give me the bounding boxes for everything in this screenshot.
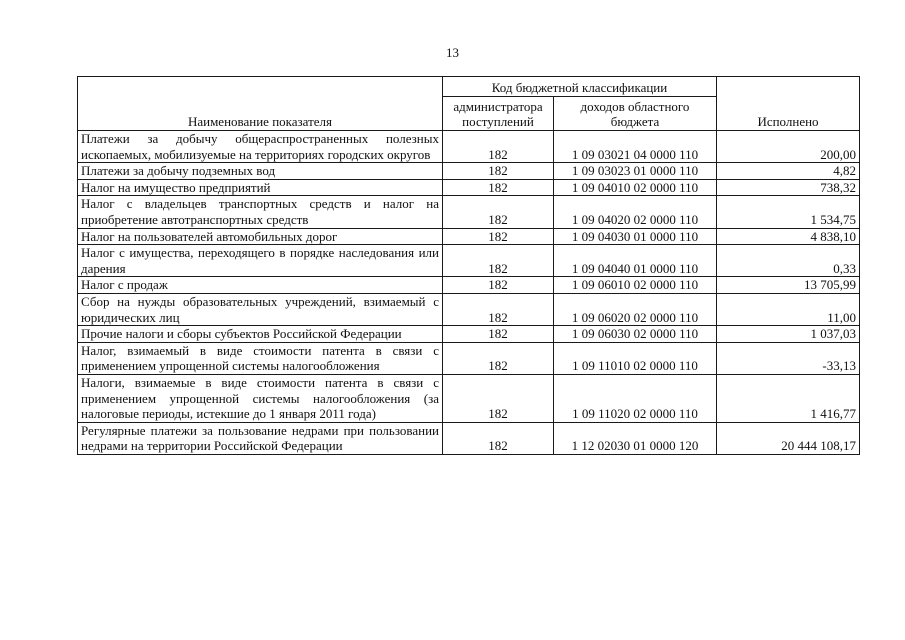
row-name: Платежи за добычу общераспространенных полезных ископаемых, мобилизуемые на территориях городских округов	[78, 131, 443, 163]
row-admin-code: 182	[443, 326, 554, 343]
row-income-code: 1 09 11020 02 0000 110	[554, 374, 717, 422]
row-amount: 1 416,77	[717, 374, 860, 422]
page-number: 13	[446, 45, 459, 60]
row-income-code: 1 09 04020 02 0000 110	[554, 196, 717, 228]
row-name: Налог с владельцев транспортных средств и налог на приобретение автотранспортных средств	[78, 196, 443, 228]
row-amount: 1 534,75	[717, 196, 860, 228]
table-row	[78, 422, 860, 454]
row-income-code: 1 09 11010 02 0000 110	[554, 342, 717, 374]
row-income-code: 1 09 06010 02 0000 110	[554, 277, 717, 294]
table-row	[78, 131, 860, 163]
header-budget-code: Код бюджетной классификации	[443, 77, 717, 97]
row-admin-code: 182	[443, 245, 554, 277]
row-admin-code: 182	[443, 277, 554, 294]
table-row	[78, 342, 860, 374]
budget-table	[77, 76, 860, 455]
row-name: Сбор на нужды образовательных учреждений, взимаемый с юридических лиц	[78, 293, 443, 325]
row-amount: 4,82	[717, 163, 860, 180]
row-amount: 738,32	[717, 179, 860, 196]
row-admin-code: 182	[443, 422, 554, 454]
row-name: Налог с продаж	[78, 277, 443, 294]
row-name: Налог с имущества, переходящего в порядке наследования или дарения	[78, 245, 443, 277]
row-name: Налог на пользователей автомобильных дорог	[78, 228, 443, 245]
row-name: Платежи за добычу подземных вод	[78, 163, 443, 180]
row-amount: 4 838,10	[717, 228, 860, 245]
row-income-code: 1 09 03023 01 0000 110	[554, 163, 717, 180]
row-name: Регулярные платежи за пользование недрами при пользовании недрами на территории Российской Федерации	[78, 422, 443, 454]
table-row	[78, 163, 860, 180]
row-admin-code: 182	[443, 342, 554, 374]
row-admin-code: 182	[443, 131, 554, 163]
table-row	[78, 179, 860, 196]
table-row	[78, 374, 860, 422]
header-indicator-name: Наименование показателя	[78, 77, 443, 131]
row-amount: 11,00	[717, 293, 860, 325]
row-amount: 200,00	[717, 131, 860, 163]
row-income-code: 1 09 04010 02 0000 110	[554, 179, 717, 196]
table-row	[78, 277, 860, 294]
row-admin-code: 182	[443, 374, 554, 422]
row-income-code: 1 09 06030 02 0000 110	[554, 326, 717, 343]
row-admin-code: 182	[443, 163, 554, 180]
row-name: Налог на имущество предприятий	[78, 179, 443, 196]
row-income-code: 1 09 06020 02 0000 110	[554, 293, 717, 325]
header-executed: Исполнено	[717, 77, 860, 131]
row-admin-code: 182	[443, 179, 554, 196]
table-row	[78, 196, 860, 228]
row-amount: -33,13	[717, 342, 860, 374]
row-amount: 20 444 108,17	[717, 422, 860, 454]
row-income-code: 1 09 04030 01 0000 110	[554, 228, 717, 245]
table-row	[78, 228, 860, 245]
header-regional-income: доходов областного бюджета	[554, 97, 717, 131]
row-amount: 13 705,99	[717, 277, 860, 294]
row-admin-code: 182	[443, 196, 554, 228]
row-income-code: 1 12 02030 01 0000 120	[554, 422, 717, 454]
header-administrator: администратора поступлений	[443, 97, 554, 131]
row-income-code: 1 09 03021 04 0000 110	[554, 131, 717, 163]
row-income-code: 1 09 04040 01 0000 110	[554, 245, 717, 277]
row-name: Налог, взимаемый в виде стоимости патента в связи с применением упрощенной системы налогообложения	[78, 342, 443, 374]
table-row	[78, 245, 860, 277]
row-name: Прочие налоги и сборы субъектов Российской Федерации	[78, 326, 443, 343]
row-amount: 1 037,03	[717, 326, 860, 343]
row-admin-code: 182	[443, 293, 554, 325]
row-admin-code: 182	[443, 228, 554, 245]
table-row	[78, 293, 860, 325]
row-name: Налоги, взимаемые в виде стоимости патента в связи с применением упрощенной системы налогообложения (за налоговые периоды, истекшие до 1 января 2011 года)	[78, 374, 443, 422]
row-amount: 0,33	[717, 245, 860, 277]
table-row	[78, 326, 860, 343]
